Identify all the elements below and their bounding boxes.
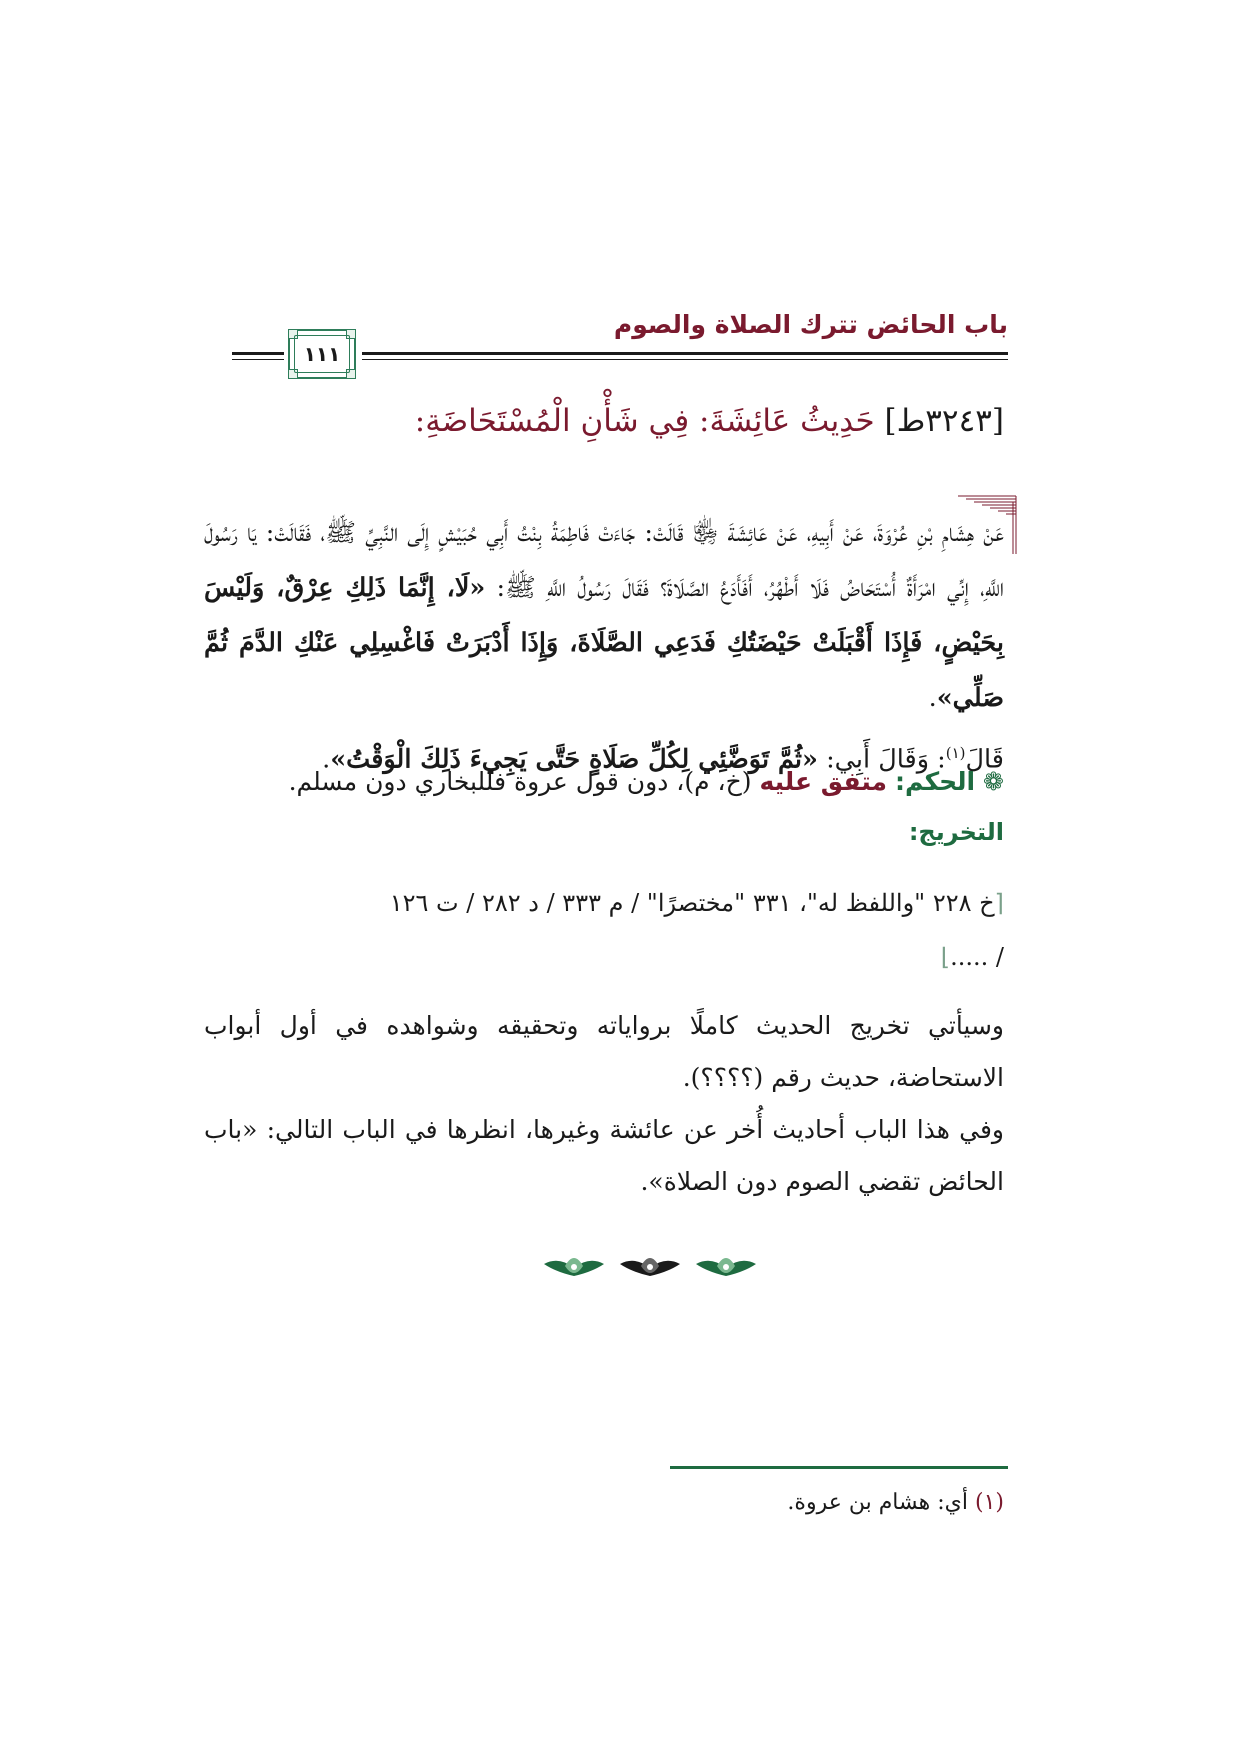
hadith-narration: عَنْ هِشَامِ بْنِ عُرْوَةَ، عَنْ أَبِيهِ، عَنْ عَائِشَةَ ﵂ قَالَتْ: جَاءَتْ فَاطِمَةُ بِنْتُ أَبِي حُبَيْشٍ إِلَى النَّبِيِّ ﷺ، فَقَالَتْ: يَا رَسُولَ اللَّهِ، إِنِّي امْرَأَةٌ أُسْتَحَاضُ فَلَا أَطْهُرُ، أَفَأَدَعُ الصَّلَاةَ؟ فَقَالَ رَسُولُ اللَّهِ ﷺ: bbox=[204, 518, 1004, 603]
prophet-saying: «لَا، إِنَّمَا ذَلِكِ عِرْقٌ، وَلَيْسَ بِحَيْضٍ، فَإِذَا أَقْبَلَتْ حَيْضَتُكِ فَدَعِي الصَّلَاةَ، وَإِذَا أَدْبَرَتْ فَاغْسِلِي عَنْكِ الدَّمَ ثُمَّ صَلِّي» bbox=[204, 573, 1004, 713]
paragraph-2 bbox=[204, 1104, 1004, 1208]
page-number: ١١١ bbox=[294, 335, 350, 373]
takhrij-text-2: / ..... bbox=[950, 943, 1004, 971]
paragraph-1 bbox=[204, 1000, 1004, 1104]
footnote-reference[interactable]: (١) bbox=[945, 744, 966, 762]
footnote-number: (١) bbox=[974, 1490, 1004, 1515]
narrator-continuation: : وَقَالَ أَبِي: bbox=[817, 744, 946, 775]
flower-divider-icon bbox=[540, 1248, 760, 1292]
hadith-title bbox=[224, 403, 1004, 439]
footnote bbox=[787, 1490, 1004, 1515]
takhrij-references bbox=[204, 876, 1004, 984]
narrator-said: قَالَ bbox=[965, 744, 1004, 775]
bracket-close-icon: ⌋ bbox=[940, 943, 951, 971]
wudu-saying: «ثُمَّ تَوَضَّئِي لِكُلِّ صَلَاةٍ حَتَّى يَجِيءَ ذَلِكَ الْوَقْتُ» bbox=[330, 744, 818, 775]
verdict-value: متفق عليه bbox=[759, 767, 888, 796]
paragraph-1-text: وسيأتي تخريج الحديث كاملًا برواياته وتحقيقه وشواهده في أول أبواب الاستحاضة، حديث رقم (؟؟؟؟). bbox=[204, 1011, 1004, 1092]
page-number-badge bbox=[288, 329, 356, 379]
takhrij-heading: التخريج: bbox=[908, 818, 1004, 846]
verdict-details: (خ، م)، دون قول عروة فللبخاري دون مسلم. bbox=[288, 767, 760, 796]
hadith-number: [٣٢٤٣ط] bbox=[884, 403, 1004, 439]
header-rule-left-thin bbox=[232, 359, 284, 360]
footnote-text: أي: هشام بن عروة. bbox=[787, 1490, 975, 1515]
header-rule-right-thin bbox=[362, 359, 1008, 360]
takhrij-line-2 bbox=[204, 930, 1004, 984]
header-rule-right bbox=[362, 352, 1008, 355]
period: . bbox=[928, 683, 937, 713]
running-header: باب الحائض تترك الصلاة والصوم bbox=[613, 310, 1008, 339]
paragraph-2-text: وفي هذا الباب أحاديث أُخر عن عائشة وغيرها، انظرها في الباب التالي: «باب الحائض تقضي الصوم دون الصلاة». bbox=[204, 1115, 1004, 1196]
bracket-open-icon: ⌈ bbox=[994, 889, 1004, 917]
period-2: . bbox=[322, 744, 331, 775]
hadith-heading: حَدِيثُ عَائِشَةَ: فِي شَأْنِ الْمُسْتَحَاضَةِ: bbox=[414, 403, 875, 439]
verdict-line bbox=[204, 762, 1004, 802]
hadith-text bbox=[204, 506, 1004, 788]
verdict-label: الحكم: bbox=[894, 767, 976, 796]
takhrij-text-1: خ ٢٢٨ "واللفظ له"، ٣٣١ "مختصرًا" / م ٣٣٣ / د ٢٨٢ / ت ١٢٦ bbox=[389, 889, 995, 917]
header-rule-left bbox=[232, 352, 284, 355]
takhrij-line-1 bbox=[204, 876, 1004, 930]
footnote-rule bbox=[670, 1466, 1008, 1469]
flower-icon: ❁ bbox=[983, 767, 1004, 796]
hadith-paragraph bbox=[204, 506, 1004, 726]
